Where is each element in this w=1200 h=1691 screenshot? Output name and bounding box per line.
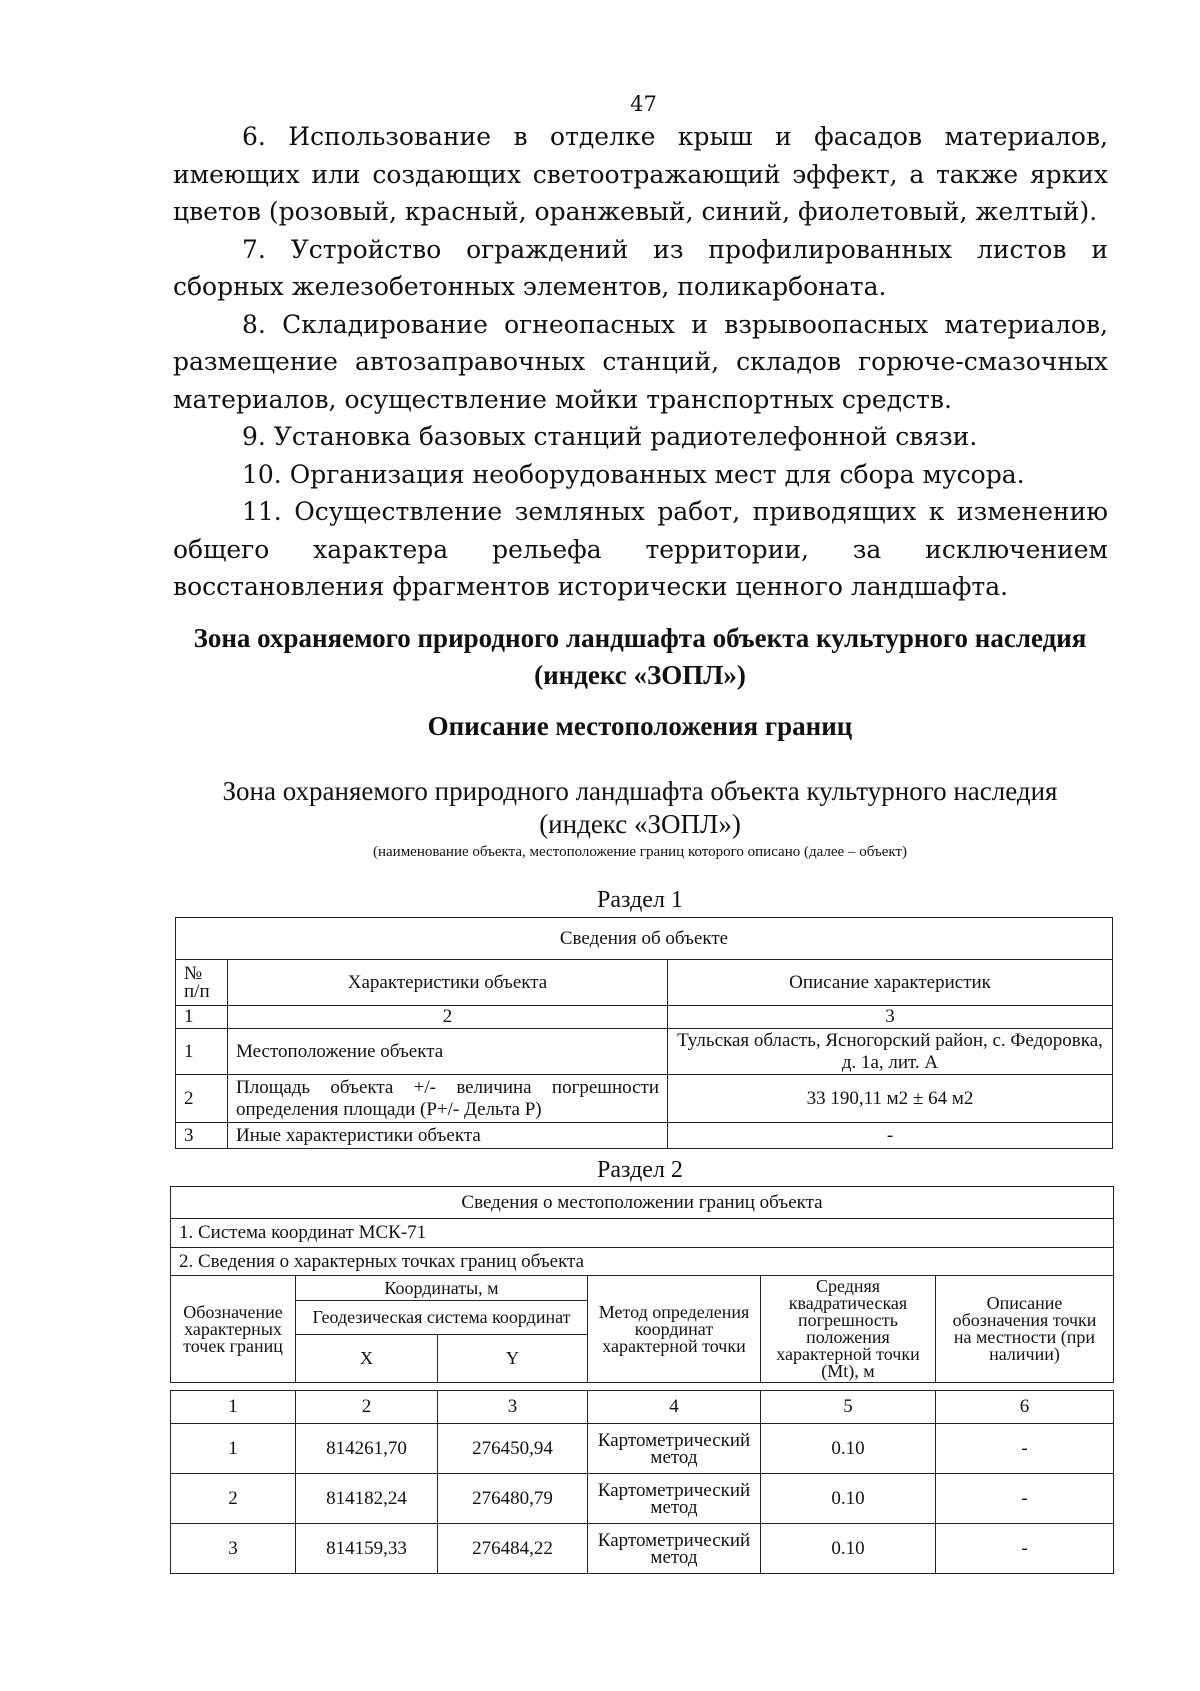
col-geodesic-header: Геодезическая система координат (296, 1301, 588, 1335)
points-table (170, 1390, 1114, 1574)
zone-heading-line2: (индекс «ЗОПЛ») (534, 660, 746, 690)
table-row (171, 1424, 1114, 1474)
col-method-header: Метод определения координат характерной точки (588, 1276, 761, 1383)
zone-heading (160, 620, 1120, 694)
num-cell: 4 (588, 1391, 761, 1424)
col-accuracy-header: Средняя квадратическая погрешность положения характерной точки (Mt), м (761, 1276, 936, 1383)
num-cell: 5 (761, 1391, 936, 1424)
boundary-heading: Описание местоположения границ (427, 711, 853, 741)
row-name: Иные характеристики объекта (228, 1123, 668, 1149)
num-cell: 3 (668, 1006, 1113, 1029)
object-caption: (наименование объекта, местоположение границ которого описано (далее – объект) (372, 844, 908, 860)
num-cell: 1 (176, 1006, 228, 1029)
point-y: 276484,22 (438, 1524, 588, 1574)
point-id: 3 (171, 1524, 296, 1574)
point-accuracy: 0.10 (761, 1474, 936, 1524)
object-info-header: Сведения об объекте (176, 918, 1113, 960)
section1-title: Раздел 1 (597, 887, 683, 913)
row-name: Местоположение объекта (228, 1029, 668, 1075)
point-method: Картометрический метод (588, 1524, 761, 1574)
object-name-line1: Зона охраняемого природного ландшафта объекта культурного наследия (222, 776, 1058, 806)
row-number: 1 (176, 1029, 228, 1075)
num-cell: 1 (171, 1391, 296, 1424)
restriction-item: 9. Установка базовых станций радиотелефонной связи. (242, 422, 978, 451)
coord-system: 1. Система координат МСК-71 (171, 1219, 1114, 1248)
point-accuracy: 0.10 (761, 1524, 936, 1574)
num-cell: 6 (936, 1391, 1114, 1424)
boundary-info-table (170, 1186, 1114, 1276)
col-point-header: Обозначение характерных точек границ (171, 1276, 296, 1383)
point-description: - (936, 1424, 1114, 1474)
num-cell: 3 (438, 1391, 588, 1424)
point-method: Картометрический метод (588, 1424, 761, 1474)
table-row (171, 1474, 1114, 1524)
restriction-item: 10. Организация необорудованных мест для сбора мусора. (242, 459, 1025, 489)
row-number: 3 (176, 1123, 228, 1149)
restriction-item: 11. Осуществление земляных работ, приводящих к изменению общего характера рельефа территории, за исключением восстановления фрагментов исторически ценного ландшафта. (173, 497, 1108, 601)
point-x: 814182,24 (296, 1474, 438, 1524)
point-x: 814261,70 (296, 1424, 438, 1474)
col-char-header: Характеристики объекта (228, 960, 668, 1006)
col-x-header: X (296, 1335, 438, 1383)
object-name-line2: (индекс «ЗОПЛ») (539, 809, 741, 839)
point-method: Картометрический метод (588, 1474, 761, 1524)
zone-heading-line1: Зона охраняемого природного ландшафта объекта культурного наследия (193, 623, 1087, 653)
row-value: 33 190,11 м2 ± 64 м2 (668, 1075, 1113, 1123)
row-number: 2 (176, 1075, 228, 1123)
point-description: - (936, 1524, 1114, 1574)
point-y: 276450,94 (438, 1424, 588, 1474)
restrictions-list (173, 118, 1108, 606)
table-row (176, 1075, 1113, 1123)
section2-title: Раздел 2 (597, 1157, 683, 1183)
object-name (160, 775, 1120, 841)
col-desc-header: Описание характеристик (668, 960, 1113, 1006)
table-row (176, 1029, 1113, 1075)
num-cell: 2 (296, 1391, 438, 1424)
restriction-item: 7. Устройство ограждений из профилированных листов и сборных железобетонных элементов, поликарбоната. (173, 234, 1108, 301)
col-description-header: Описание обозначения точки на местности (при наличии) (936, 1276, 1114, 1383)
points-header-table (170, 1275, 1114, 1383)
points-title: 2. Сведения о характерных точках границ объекта (171, 1248, 1114, 1276)
col-y-header: Y (438, 1335, 588, 1383)
point-id: 2 (171, 1474, 296, 1524)
row-value: Тульская область, Ясногорский район, с. Федоровка, д. 1а, лит. А (668, 1029, 1113, 1075)
col-coords-header: Координаты, м (296, 1276, 588, 1301)
table-row (171, 1524, 1114, 1574)
row-value: - (668, 1123, 1113, 1149)
point-id: 1 (171, 1424, 296, 1474)
row-name: Площадь объекта +/- величина погрешности определения площади (Р+/- Дельта Р) (228, 1075, 668, 1123)
object-info-table (175, 917, 1113, 1149)
col-num-header: № п/п (176, 960, 228, 1006)
point-y: 276480,79 (438, 1474, 588, 1524)
boundary-info-header: Сведения о местоположении границ объекта (171, 1187, 1114, 1219)
num-cell: 2 (228, 1006, 668, 1029)
page-number: 47 (630, 92, 657, 116)
point-description: - (936, 1474, 1114, 1524)
table-row (176, 1123, 1113, 1149)
restriction-item: 6. Использование в отделке крыш и фасадов материалов, имеющих или создающих светоотражающий эффект, а также ярких цветов (розовый, красный, оранжевый, синий, фиолетовый, желтый). (173, 122, 1108, 226)
point-accuracy: 0.10 (761, 1424, 936, 1474)
point-x: 814159,33 (296, 1524, 438, 1574)
restriction-item: 8. Складирование огнеопасных и взрывоопасных материалов, размещение автозаправочных станций, складов горюче-смазочных материалов, осуществление мойки транспортных средств. (173, 309, 1108, 414)
